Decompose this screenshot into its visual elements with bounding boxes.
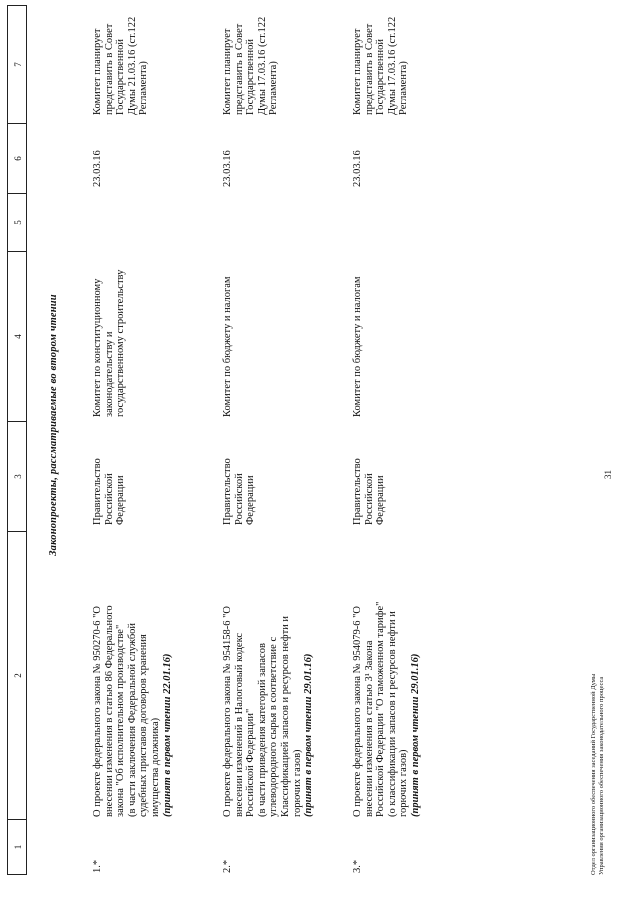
bill-note: (в части заключения Федеральной службой судебных приставов договоров хранения имущества должника) [126, 622, 161, 817]
column-header-2: 2 [7, 531, 27, 819]
bill-author: Правительство Российской Федерации [92, 458, 127, 525]
row-number: 1.* [92, 859, 103, 873]
first-reading-note: (принят в первом чтении 29.01.16) [409, 653, 421, 817]
page-number: 31 [603, 470, 613, 479]
date-cell: 23.03.16 [352, 150, 363, 187]
committee-plan: Комитет планирует представить в Совет Государственной Думы 17.03.16 (ст.122 Регламента) [352, 16, 410, 115]
footer-line-1: Отдел организационного обеспечения заседаний Государственной Думы [590, 673, 597, 875]
first-reading-note: (принят в первом чтении 29.01.16) [303, 653, 315, 817]
page-footer [590, 674, 606, 875]
bill-title: О проекте федерального закона № 954079-6 "О внесении изменения в статью 3¹ Закона Российской Федерации "О таможенном тарифе" [352, 601, 387, 817]
column-header-3: 3 [7, 421, 27, 531]
bill-note: (о классификации запасов и ресурсов нефти и горючих газов) [386, 611, 410, 817]
column-header-6: 6 [7, 123, 27, 193]
row-number: 3.* [352, 859, 363, 873]
footer-line-2: Управления организационного обеспечения законодательного процесса [598, 676, 605, 875]
responsible-committee: Комитет по бюджету и налогам [352, 276, 363, 417]
first-reading-note: (принят в первом чтении 22.01.16) [161, 653, 173, 817]
bill-author: Правительство Российской Федерации [352, 458, 387, 525]
date-cell: 23.03.16 [222, 150, 233, 187]
responsible-committee: Комитет по бюджету и налогам [222, 276, 233, 417]
column-header-7: 7 [7, 5, 27, 123]
column-header-5: 5 [7, 193, 27, 251]
column-header-4: 4 [7, 251, 27, 421]
row-number: 2.* [222, 859, 233, 873]
responsible-committee: Комитет по конституционному законодательству и государственному строительству [92, 269, 127, 417]
committee-plan: Комитет планирует представить в Совет Государственной Думы 21.03.16 (ст.122 Регламента) [92, 16, 150, 115]
bill-description [92, 599, 173, 817]
bill-description [352, 599, 422, 817]
section-title: Законопроекты, рассматриваемые во втором чтении [48, 294, 59, 556]
bill-title: О проекте федерального закона № 954158-6 "О внесении изменений в Налоговый кодекс Российской Федерации" [222, 605, 257, 817]
bill-note: (в части приведения категорий запасов углеводородного сырья в соответствие с Классификацией запасов и ресурсов нефти и горючих газов) [256, 615, 303, 817]
column-header-1: 1 [7, 819, 27, 875]
committee-plan: Комитет планирует представить в Совет Государственной Думы 17.03.16 (ст.122 Регламента) [222, 16, 280, 115]
date-cell: 23.03.16 [92, 150, 103, 187]
bill-description [222, 599, 315, 817]
bill-title: О проекте федерального закона № 950270-6 "О внесении изменения в статью 86 Федерального закона "Об исполнительном производстве" [92, 605, 127, 817]
bill-author: Правительство Российской Федерации [222, 458, 257, 525]
